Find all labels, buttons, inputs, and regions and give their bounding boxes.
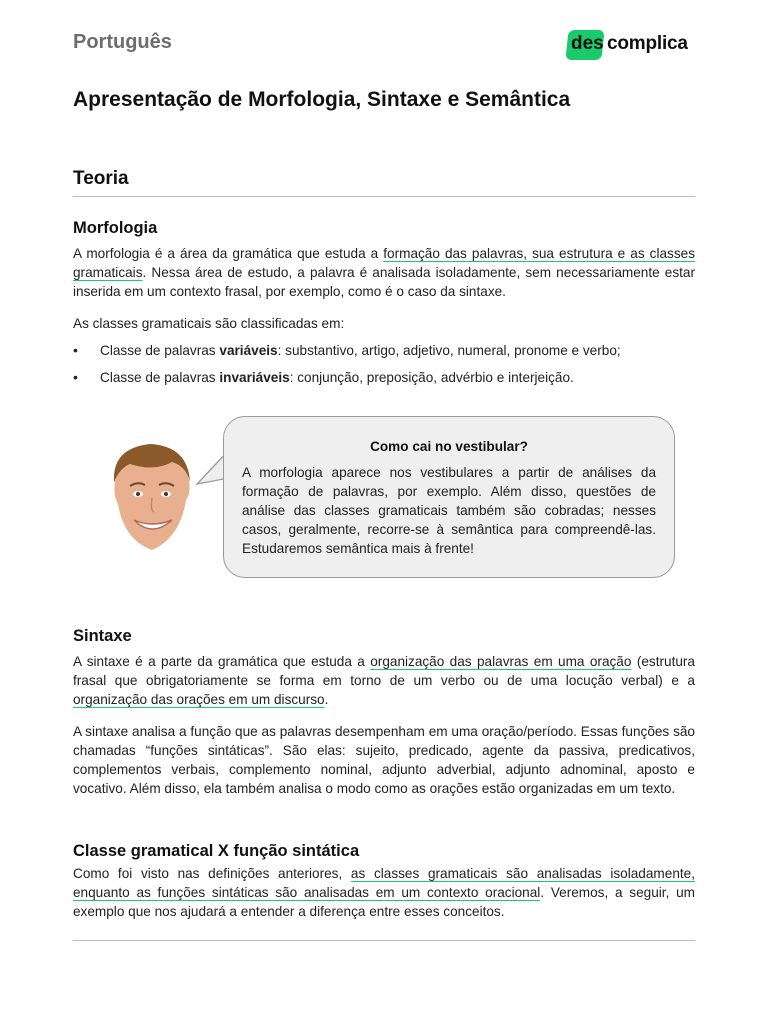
page bbox=[73, 0, 695, 1024]
morfologia-heading: Morfologia bbox=[73, 219, 158, 237]
list-item: • Classe de palavras variáveis: substantivo, artigo, adjetivo, numeral, pronome e verbo; bbox=[73, 341, 695, 360]
callout-text: A morfologia aparece nos vestibulares a partir de análises da formação de palavras, por exemplo. Além disso, questões de análise das classes gramaticais também são cobradas; nesses casos, geralmente, recorre-se à semântica para compreendê-las. Estudaremos semântica mais à frente! bbox=[242, 465, 656, 556]
logo-text-des: des bbox=[571, 33, 604, 54]
classe-funcao-paragraph: Como foi visto nas definições anteriores, as classes gramaticais são analisadas isoladamente, enquanto as funções sintáticas são analisadas em um contexto oracional. Veremos, a seguir, um exemplo que nos ajudará a entender a diferença entre esses conceitos. bbox=[73, 866, 695, 919]
classe-funcao-heading: Classe gramatical X função sintática bbox=[73, 842, 360, 860]
descomplica-logo bbox=[567, 30, 687, 60]
morfologia-paragraph-1: A morfologia é a área da gramática que estuda a formação das palavras, sua estrutura e as classes gramaticais. Nessa área de estudo, a palavra é analisada isoladamente, sem necessariamente estar inserida em um contexto frasal, por exemplo, como é o caso da sintaxe. bbox=[73, 246, 695, 299]
document-title: Apresentação de Morfologia, Sintaxe e Semântica bbox=[73, 88, 571, 111]
highlight: formação das palavras, sua estrutura e as classes gramaticais bbox=[73, 246, 695, 280]
bottom-divider bbox=[73, 940, 695, 941]
section-divider bbox=[73, 196, 695, 197]
highlight: as classes gramaticais são analisadas isoladamente, enquanto as funções sintáticas são analisadas em um contexto oracional bbox=[73, 866, 695, 900]
logo-text-complica: complica bbox=[607, 33, 688, 54]
sintaxe-paragraph-1: A sintaxe é a parte da gramática que estuda a organização das palavras em uma oração (estrutura frasal que obrigatoriamente se forma em torno de um verbo ou de uma locução verbal) e a organização das orações em um discurso. bbox=[73, 654, 695, 707]
classes-list bbox=[73, 341, 695, 395]
header bbox=[73, 30, 695, 60]
presenter-avatar-icon bbox=[110, 442, 192, 552]
highlight: organização das palavras em uma oração bbox=[370, 654, 632, 669]
subject-label: Português bbox=[73, 31, 172, 53]
highlight: organização das orações em um discurso bbox=[73, 692, 325, 707]
sintaxe-heading: Sintaxe bbox=[73, 627, 132, 645]
sintaxe-paragraph-2: A sintaxe analisa a função que as palavras desempenham em uma oração/período. Essas funções são chamadas “funções sintáticas”. São elas: sujeito, predicado, agente da passiva, predicativos, complementos verbais, complemento nominal, adjunto adverbial, adjunto adnominal, aposto e vocativo. Além disso, ela também analisa o modo como as orações estão organizadas em um texto. bbox=[73, 724, 695, 796]
morfologia-paragraph-2: As classes gramaticais são classificadas em: bbox=[73, 316, 345, 331]
list-item: • Classe de palavras invariáveis: conjunção, preposição, advérbio e interjeição. bbox=[73, 368, 695, 387]
section-title: Teoria bbox=[73, 168, 129, 189]
vestibular-callout bbox=[223, 416, 675, 578]
callout-title: Como cai no vestibular? bbox=[370, 439, 528, 454]
